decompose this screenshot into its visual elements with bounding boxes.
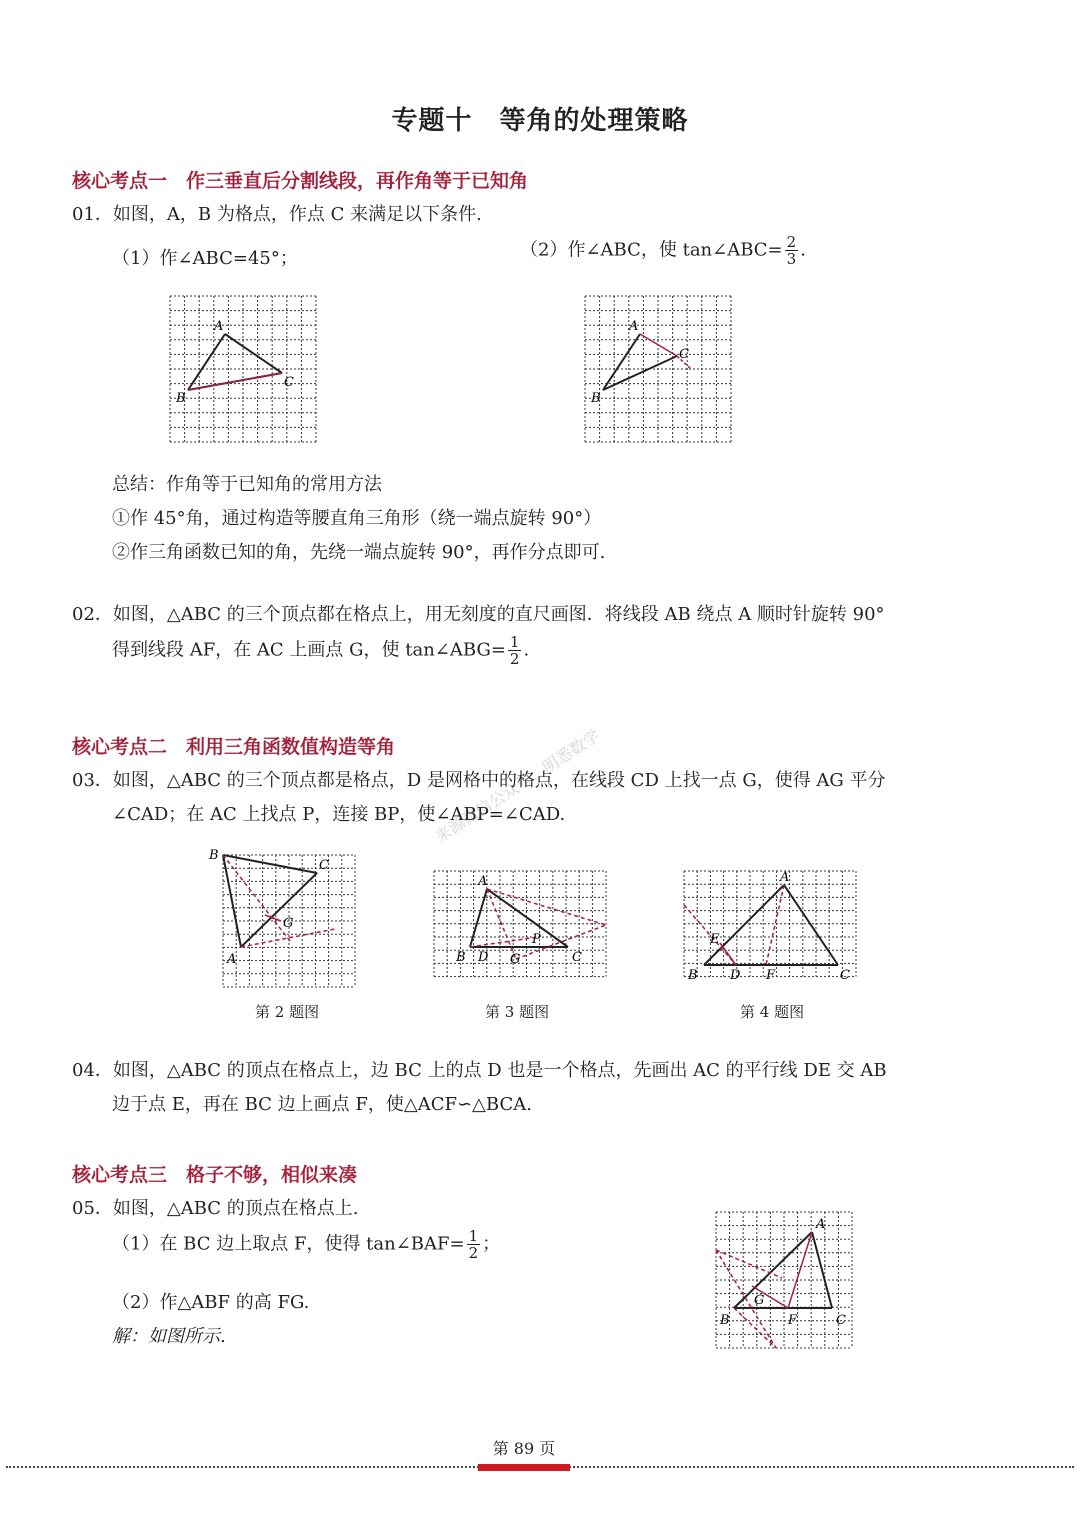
svg-text:A: A <box>629 319 639 334</box>
q5-part2: （2）作△ABF 的高 FG. <box>112 1292 310 1313</box>
label-a: A <box>214 319 224 334</box>
q5-solution: 解：如图所示. <box>112 1326 226 1347</box>
svg-text:G: G <box>510 952 521 967</box>
svg-text:G: G <box>754 1293 765 1308</box>
caption-fig-2: 第 2 题图 <box>255 1003 320 1021</box>
svg-text:C: C <box>840 968 850 983</box>
page-title: 专题十 等角的处理策略 <box>391 106 689 136</box>
summary-line-1: 总结：作角等于已知角的常用方法 <box>112 474 382 495</box>
svg-text:D: D <box>478 950 489 965</box>
fig-q5 <box>712 1208 857 1353</box>
svg-text:F: F <box>788 1313 798 1328</box>
svg-text:E: E <box>710 932 720 947</box>
svg-text:G: G <box>283 916 294 931</box>
svg-text:B: B <box>456 950 466 965</box>
svg-text:F: F <box>766 968 776 983</box>
caption-fig-3: 第 3 题图 <box>485 1003 550 1021</box>
svg-text:A: A <box>816 1217 826 1232</box>
q5-stem: 05．如图，△ABC 的顶点在格点上. <box>72 1198 359 1219</box>
svg-text:B: B <box>688 968 698 983</box>
svg-text:A: A <box>478 874 488 889</box>
fig-q2 <box>205 845 365 995</box>
caption-fig-4: 第 4 题图 <box>740 1003 805 1021</box>
svg-text:B: B <box>209 848 219 863</box>
q1-part1: （1）作∠ABC=45°； <box>112 248 298 269</box>
svg-text:C: C <box>319 858 329 873</box>
q2-line-2: 得到线段 AF，在 AC 上画点 G，使 tan∠ABG= $\frac{1}{2}$ . <box>112 633 530 668</box>
section-heading-2: 核心考点二 利用三角函数值构造等角 <box>72 736 396 758</box>
q4-line-2: 边于点 E，再在 BC 边上画点 F，使△ACF∽△BCA. <box>112 1094 532 1115</box>
svg-text:B: B <box>591 391 601 406</box>
svg-text:C: C <box>679 347 689 362</box>
fig-q4 <box>680 865 860 990</box>
summary-line-2: ①作 45°角，通过构造等腰直角三角形（绕一端点旋转 90°） <box>112 508 602 529</box>
svg-text:B: B <box>720 1313 730 1328</box>
watermark: 来源微信公众号：明悉数学 <box>431 725 604 847</box>
q1-figure-1 <box>160 290 330 450</box>
q4-line-1: 04．如图，△ABC 的顶点在格点上，边 BC 上的点 D 也是一个格点，先画出 AC 的平行线 DE 交 AB <box>72 1060 887 1081</box>
q1-part2: （2）作∠ABC，使 tan∠ABC= $\frac{2}{3}$ . <box>520 233 806 268</box>
q2-line-1: 02．如图，△ABC 的三个顶点都在格点上，用无刻度的直尺画图．将线段 AB 绕点 A 顺时针旋转 90° <box>72 604 885 625</box>
summary-line-3: ②作三角函数已知的角，先绕一端点旋转 90°，再作分点即可. <box>112 542 606 563</box>
section-heading-3: 核心考点三 格子不够，相似来凑 <box>72 1164 358 1186</box>
svg-text:C: C <box>572 950 582 965</box>
q1-figure-2 <box>575 290 745 450</box>
q1-stem: 01．如图，A，B 为格点，作点 C 来满足以下条件. <box>72 204 482 225</box>
q3-line-2: ∠CAD；在 AC 上找点 P，连接 BP，使∠ABP=∠CAD. <box>112 804 566 825</box>
label-b: B <box>176 391 186 406</box>
q5-part1: （1）在 BC 边上取点 F，使得 tan∠BAF= $\frac{1}{2}$ ； <box>112 1227 501 1262</box>
label-c: C <box>284 375 294 390</box>
page-number: 第 89 页 <box>492 1439 556 1458</box>
svg-text:D: D <box>730 968 741 983</box>
section-heading-1: 核心考点一 作三垂直后分割线段，再作角等于已知角 <box>72 170 529 192</box>
svg-text:A: A <box>227 952 237 967</box>
svg-text:P: P <box>532 932 541 947</box>
q3-line-1: 03．如图，△ABC 的三个顶点都是格点，D 是网格中的格点，在线段 CD 上找一点 G，使得 AG 平分 <box>72 770 886 791</box>
page-bar <box>478 1464 570 1471</box>
svg-text:C: C <box>836 1313 846 1328</box>
svg-text:A: A <box>780 870 790 885</box>
fig-q3 <box>430 865 610 990</box>
